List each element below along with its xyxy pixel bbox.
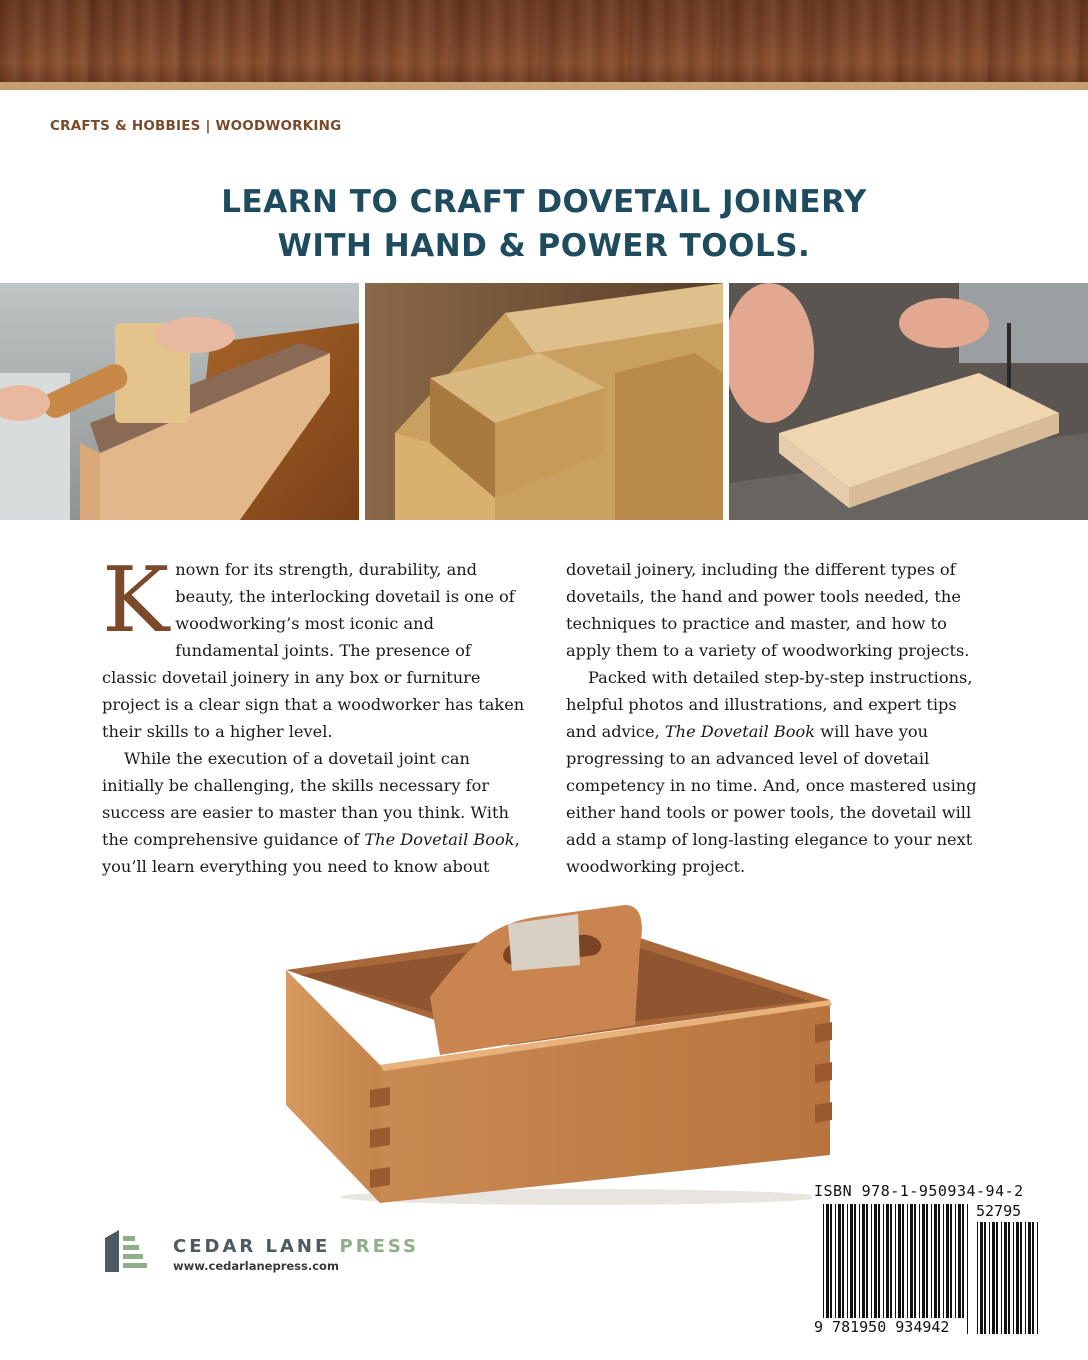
paragraph-4-text-a: Packed with detailed step-by-step instructions, helpful photos and illustrations, and expert tips and advice,	[566, 668, 973, 741]
publisher-block	[103, 1228, 443, 1278]
barcode-digits: 9 781950 934942	[812, 1318, 964, 1336]
headline-line-2: WITH HAND & POWER TOOLS.	[277, 228, 811, 264]
paragraph-3: dovetail joinery, including the different types of dovetails, the hand and power tools needed, the techniques to practice and master, and how to apply them to a variety of woodworking projects.	[566, 560, 970, 660]
publisher-url: www.cedarlanepress.com	[173, 1259, 339, 1273]
ean-barcode	[822, 1204, 972, 1334]
body-column-1	[102, 548, 526, 880]
drop-cap: K	[102, 548, 170, 653]
publisher-name-accent: PRESS	[339, 1236, 420, 1257]
isbn-barcode-block	[812, 1178, 1044, 1338]
photo-bandsaw-cutting	[729, 283, 1088, 520]
photo-mallet-dovetail	[0, 283, 359, 520]
headline	[0, 180, 1088, 268]
price-code: 52795	[976, 1202, 1022, 1220]
price-barcode	[976, 1222, 1042, 1334]
headline-line-1: LEARN TO CRAFT DOVETAIL JOINERY	[221, 184, 867, 220]
paragraph-1-text: nown for its strength, durability, and beauty, the interlocking dovetail is one of woodworking’s most iconic and fundamental joints. The presence of classic dovetail joinery in any box or furniture project is a clear sign that a woodworker has taken their skills to a higher level.	[102, 560, 525, 741]
book-title-ref: The Dovetail Book	[664, 722, 816, 741]
body-column-2	[566, 556, 990, 880]
cedar-lane-logo-icon	[103, 1228, 153, 1274]
paragraph-1	[102, 548, 526, 745]
paragraph-2	[102, 745, 526, 880]
publisher-name-main: CEDAR LANE	[173, 1236, 340, 1257]
category-label: CRAFTS & HOBBIES | WOODWORKING	[50, 118, 342, 134]
paragraph-4	[566, 664, 990, 880]
paragraph-2-text-a: While the execution of a dovetail joint can initially be challenging, the skills necessary for success are easier to master than you think. With the comprehensive guidance of	[102, 749, 509, 849]
publisher-name	[173, 1236, 419, 1257]
photo-dovetail-toolbox	[280, 905, 840, 1205]
paragraph-4-text-b: will have you progressing to an advanced level of dovetail competency in no time. And, once mastered using either hand tools or power tools, the dovetail will add a stamp of long-lasting elegance to your next woodworking project.	[566, 722, 977, 876]
isbn-text: ISBN 978-1-950934-94-2	[814, 1182, 1024, 1200]
photo-dovetail-closeup	[365, 283, 723, 520]
book-title-ref: The Dovetail Book	[364, 830, 515, 849]
wood-grain-banner	[0, 0, 1088, 90]
paragraph-2-text-b: , you’ll learn everything you need to know about	[102, 830, 520, 876]
